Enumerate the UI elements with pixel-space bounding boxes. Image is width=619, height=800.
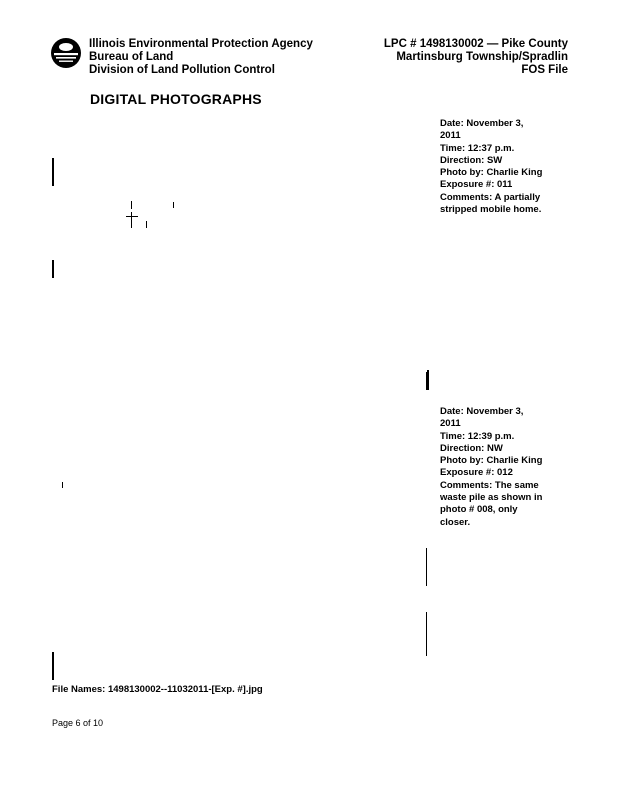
photo-2-caption (440, 406, 570, 529)
caption-line: Photo by: Charlie King (440, 167, 543, 179)
scan-mark (52, 260, 54, 278)
scan-mark (52, 652, 54, 680)
scan-mark (62, 482, 63, 488)
lpc-file: FOS File (521, 64, 568, 76)
caption-line: Time: 12:39 p.m. (440, 430, 515, 442)
scan-mark (126, 216, 138, 217)
caption-line: Date: November 3, (440, 406, 524, 417)
caption-line: Exposure #: 012 (440, 467, 513, 479)
caption-line: Exposure #: 011 (440, 179, 513, 191)
bureau-name: Bureau of Land (89, 51, 174, 63)
photo-2 (52, 390, 422, 680)
lpc-number: LPC # 1498130002 — Pike County (383, 38, 568, 50)
division-name: Division of Land Pollution Control (89, 64, 275, 76)
caption-line: Photo by: Charlie King (440, 455, 543, 467)
caption-line: 2011 (440, 130, 461, 142)
photo-1-caption (440, 118, 570, 216)
scan-mark (131, 212, 132, 228)
scan-mark (426, 548, 427, 586)
caption-line: Date: November 3, (440, 118, 524, 129)
caption-line: Comments: A partially (440, 191, 541, 203)
page-title: DIGITAL PHOTOGRAPHS (90, 91, 262, 107)
illinois-epa-seal-icon (50, 37, 82, 69)
scan-mark (426, 612, 427, 656)
scan-mark (146, 221, 147, 228)
caption-line: Time: 12:37 p.m. (440, 142, 515, 154)
scan-mark (426, 372, 427, 390)
caption-line: Comments: The same (440, 479, 539, 491)
caption-line: waste pile as shown in (440, 492, 543, 504)
caption-line: Direction: SW (440, 154, 503, 166)
scan-mark (173, 202, 174, 208)
file-names: File Names: 1498130002--11032011-[Exp. #].jpg (52, 684, 263, 695)
agency-name: Illinois Environmental Protection Agency (89, 38, 313, 50)
caption-line: closer. (440, 516, 471, 528)
page-number: Page 6 of 10 (52, 718, 104, 728)
agency-header (89, 38, 313, 77)
caption-line: Direction: NW (440, 442, 503, 454)
caption-line: stripped mobile home. (440, 204, 542, 216)
scan-mark (131, 201, 132, 209)
lpc-header (384, 38, 568, 77)
photo-1 (52, 128, 422, 288)
lpc-site: Martinsburg Township/Spradlin (396, 51, 568, 63)
caption-line: 2011 (440, 418, 461, 430)
caption-line: photo # 008, only (440, 504, 518, 516)
scan-mark (427, 370, 429, 390)
scan-mark (52, 158, 54, 186)
